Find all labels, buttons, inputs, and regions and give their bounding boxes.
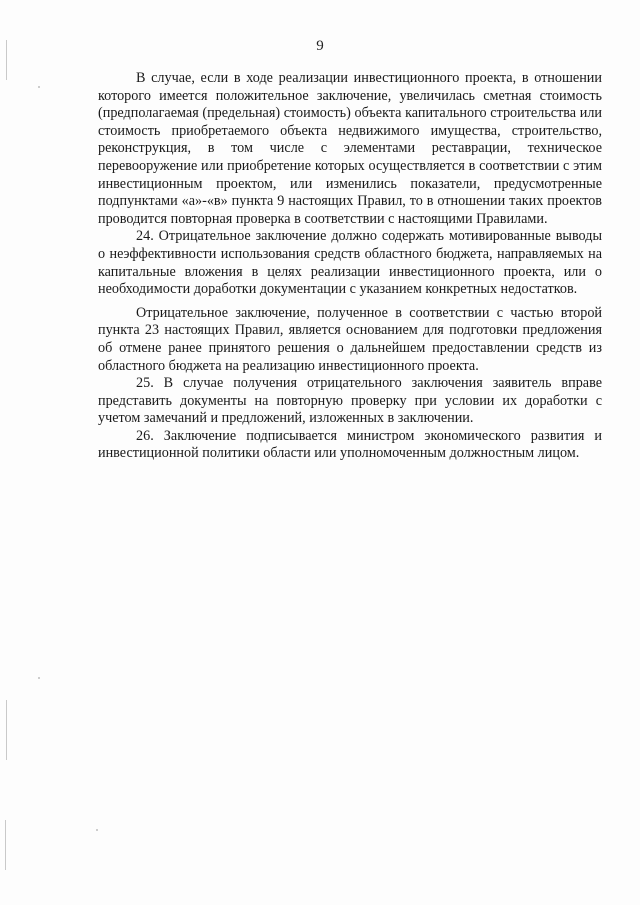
paragraph-clause-25: 25. В случае получения отрицательного заключения заявитель вправе представить документы на повторную проверку при условии их доработки с учетом замечаний и предложений, изложенных в заключении. [98,375,602,427]
page-number: 9 [316,38,324,54]
paragraph-clause-23-repeat-check: В случае, если в ходе реализации инвестиционного проекта, в отношении которого имеется положительное заключение, увеличилась сметная стоимость (предполагаемая (предельная) стоимость) объекта капитального строительства или стоимость приобретаемого объекта недвижимого имущества, строительство, реконструкция, в том числе с элементами реставрации, техническое перевооружение или приобретение которых осуществляется в соответствии с этим инвестиционным проектом, или изменились показатели, предусмотренные подпунктами «а»-«в» пункта 9 настоящих Правил, то в отношении таких проектов проводится повторная проверка в соответствии с настоящими Правилами. [98,70,602,227]
scan-edge-mark [6,700,7,760]
scan-speck [38,677,40,679]
paragraph-clause-24-negative-conclusion: Отрицательное заключение, полученное в соответствии с частью второй пункта 23 настоящих Правил, является основанием для подготовки предложения об отмене ранее принятого решения о дальнейшем предоставлении средств из областного бюджета на реализацию инвестиционного проекта. [98,304,602,374]
scan-edge-mark [5,820,6,870]
scan-speck [96,829,98,831]
scan-speck [38,86,40,88]
paragraph-clause-24: 24. Отрицательное заключение должно содержать мотивированные выводы о неэффективности использования средств областного бюджета, направляемых на капитальные вложения в целях реализации инвестиционного проекта, или о необходимости доработки документации с указанием конкретных недостатков. [98,228,602,298]
paragraph-clause-26: 26. Заключение подписывается министром экономического развития и инвестиционной политики области или уполномоченным должностным лицом. [98,427,602,462]
document-body [98,70,602,463]
